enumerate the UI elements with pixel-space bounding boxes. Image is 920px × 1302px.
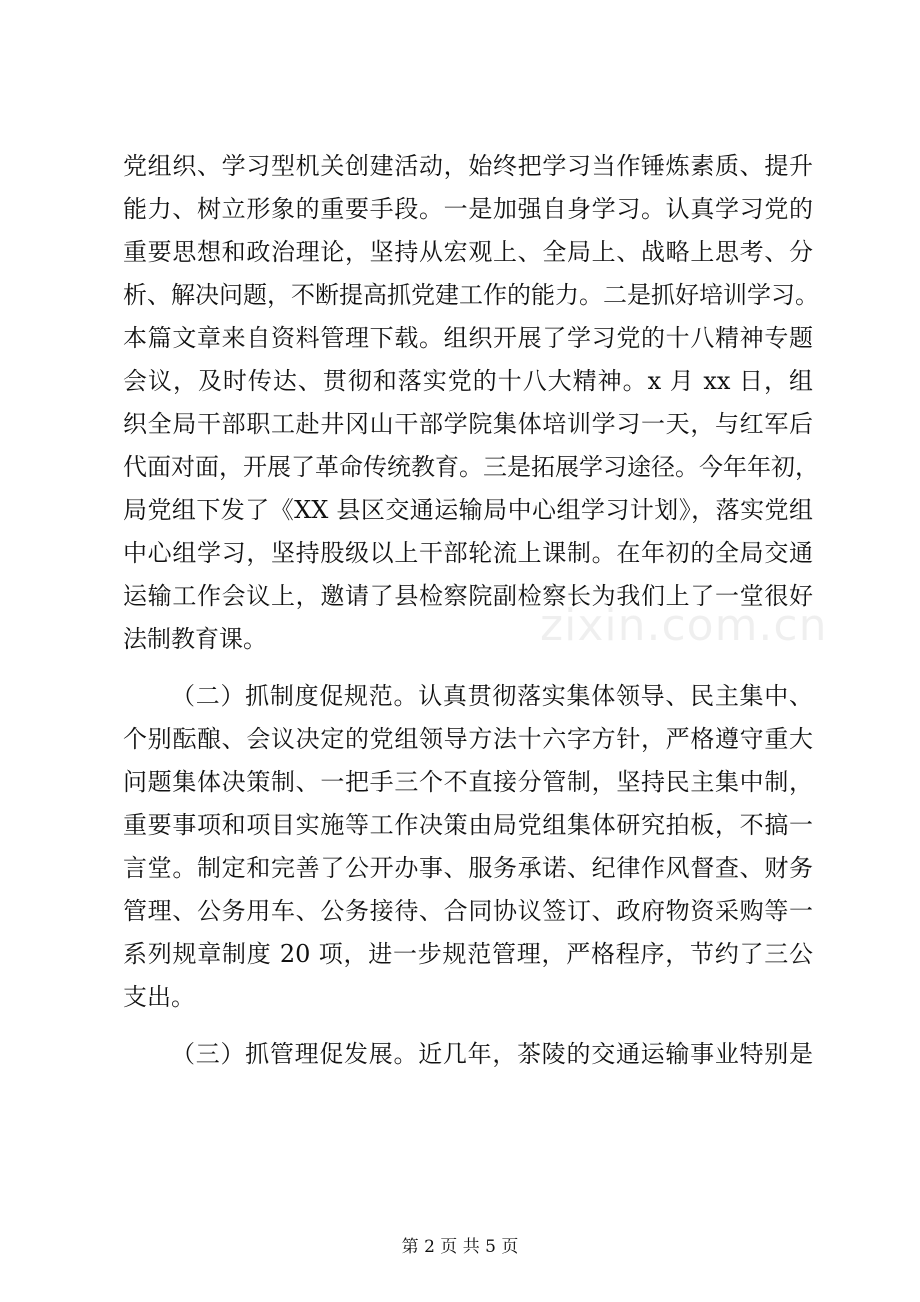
- text-line: 局党组下发了《XX 县区交通运输局中心组学习计划》，落实党组: [123, 496, 813, 524]
- text-line: 言堂。制定和完善了公开办事、服务承诺、纪律作风督查、财务: [123, 854, 813, 882]
- text-line: 能力、树立形象的重要手段。一是加强自身学习。认真学习党的: [123, 195, 813, 223]
- text-line: 支出。: [123, 983, 195, 1011]
- text-line: 管理、公务用车、公务接待、合同协议签订、政府物资采购等一: [123, 897, 813, 925]
- text-line: 系列规章制度 20 项，进一步规范管理，严格程序，节约了三公: [123, 940, 813, 968]
- text-line: （二）抓制度促规范。认真贯彻落实集体领导、民主集中、: [171, 682, 813, 710]
- text-line: 重要事项和项目实施等工作决策由局党组集体研究拍板，不搞一: [123, 811, 813, 839]
- text-line: 党组织、学习型机关创建活动，始终把学习当作锤炼素质、提升: [123, 152, 813, 180]
- paragraph-spacer: [123, 1019, 813, 1033]
- text-line: 会议，及时传达、贯彻和落实党的十八大精神。x 月 xx 日，组: [123, 367, 813, 395]
- text-line: （三）抓管理促发展。近几年，茶陵的交通运输事业特别是: [171, 1040, 813, 1068]
- paragraph-1: [123, 145, 819, 661]
- paragraph-spacer: [123, 661, 813, 675]
- text-line: 法制教育课。: [123, 625, 267, 653]
- paragraph-3: [123, 1033, 813, 1076]
- text-line: 运输工作会议上，邀请了县检察院副检察长为我们上了一堂很好: [123, 582, 813, 610]
- text-line: 个别酝酿、会议决定的党组领导方法十六字方针，严格遵守重大: [123, 725, 813, 753]
- paragraph-2: [123, 675, 813, 1019]
- text-line: 本篇文章来自资料管理下载。组织开展了学习党的十八精神专题: [123, 324, 813, 352]
- text-line: 重要思想和政治理论，坚持从宏观上、全局上、战略上思考、分: [123, 238, 813, 266]
- text-line: 析、解决问题，不断提高抓党建工作的能力。二是抓好培训学习。: [123, 281, 819, 309]
- text-line: 代面对面，开展了革命传统教育。三是拓展学习途径。今年年初，: [123, 453, 819, 481]
- text-line: 中心组学习，坚持股级以上干部轮流上课制。在年初的全局交通: [123, 539, 813, 567]
- watermark: zixin.com.cn: [540, 600, 828, 651]
- document-body: [123, 145, 819, 1076]
- page-footer: 第 2 页 共 5 页: [401, 1237, 519, 1257]
- text-line: 问题集体决策制、一把手三个不直接分管制，坚持民主集中制，: [123, 768, 813, 796]
- text-line: 织全局干部职工赴井冈山干部学院集体培训学习一天，与红军后: [123, 410, 813, 438]
